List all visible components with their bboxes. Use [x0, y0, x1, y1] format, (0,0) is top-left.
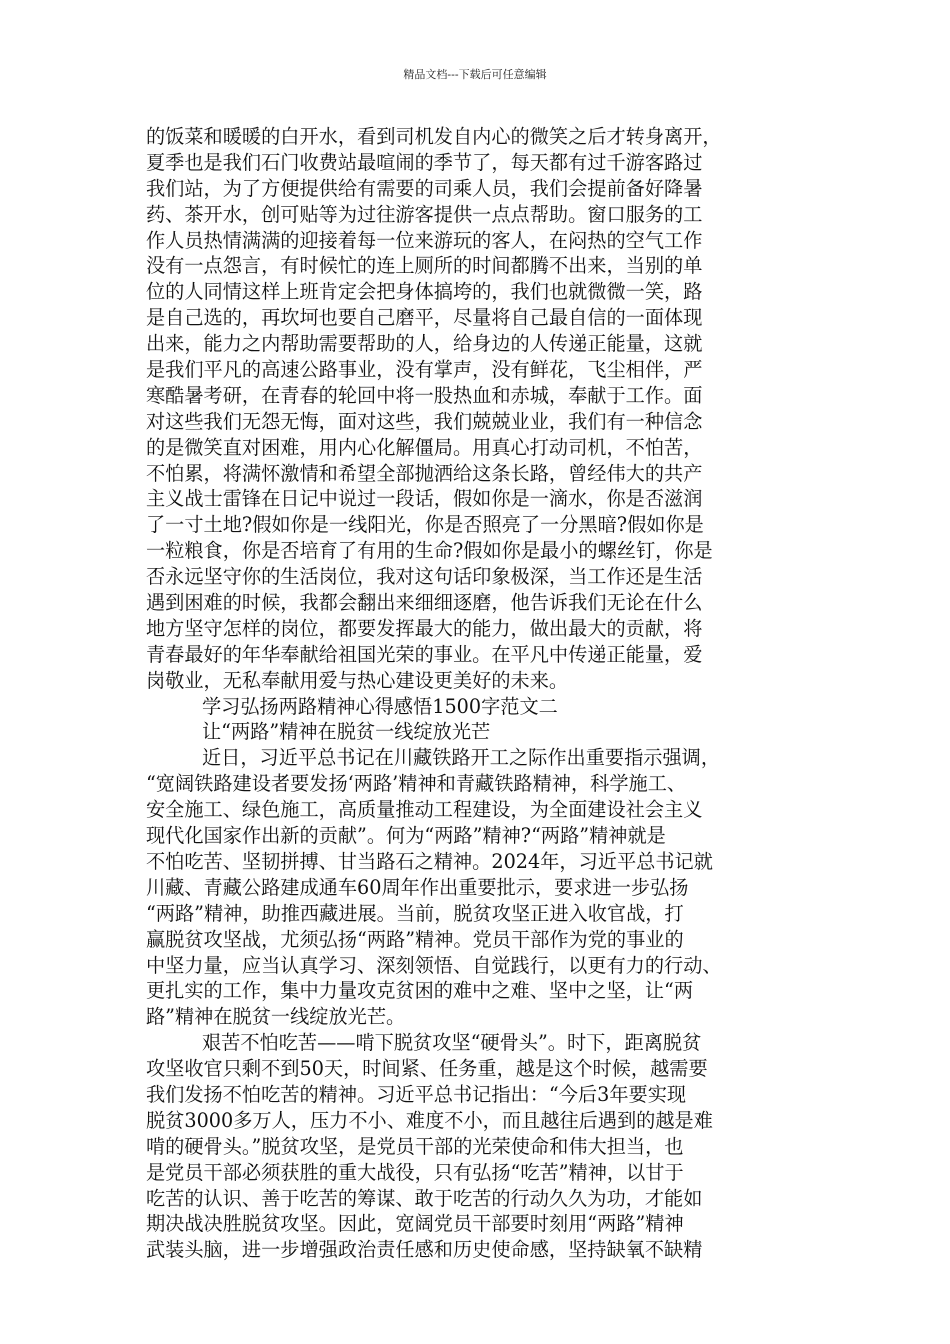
text-line: 艰苦不怕吃苦——啃下脱贫攻坚“硬骨头”。时下，距离脱贫	[202, 1031, 702, 1055]
text-line: 遇到困难的时候，我都会翻出来细细逐磨，他告诉我们无论在什么	[146, 591, 703, 615]
text-line: 是我们平凡的高速公路事业，没有掌声，没有鲜花，飞尘相伴，严	[146, 358, 703, 382]
text-line: 让“两路”精神在脱贫一线绽放光芒	[202, 720, 491, 744]
text-line: 青春最好的年华奉献给祖国光荣的事业。在平凡中传递正能量，爱	[146, 642, 703, 666]
text-line: 地方坚守怎样的岗位，都要发挥最大的能力，做出最大的贡献，将	[146, 616, 703, 640]
text-line: 了一寸土地?假如你是一线阳光，你是否照亮了一分黑暗?假如你是	[146, 513, 704, 537]
text-line: 作人员热情满满的迎接着每一位来游玩的客人，在闷热的空气工作	[146, 228, 703, 252]
text-line: 学习弘扬两路精神心得感悟1500字范文二	[202, 694, 558, 718]
text-line: 的饭菜和暖暖的白开水，看到司机发自内心的微笑之后才转身离开，	[146, 125, 722, 148]
text-line: 没有一点怨言，有时候忙的连上厕所的时间都腾不出来，当别的单	[146, 254, 703, 278]
text-line: 是自己选的，再坎坷也要自己磨平，尽量将自己最自信的一面体现	[146, 306, 703, 330]
text-line: 寒酷暑考研，在青春的轮回中将一股热血和赤城，奉献于工作。面	[146, 383, 703, 407]
text-line: 夏季也是我们石门收费站最喧闹的季节了，每天都有过千游客路过	[146, 150, 703, 174]
text-line: 更扎实的工作，集中力量攻克贫困的难中之难、坚中之坚，让“两	[146, 979, 694, 1003]
text-line: 我们站，为了方便提供给有需要的司乘人员，我们会提前备好降暑	[146, 176, 703, 200]
text-line: 路”精神在脱贫一线绽放光芒。	[146, 1005, 406, 1029]
page-header: 精品文档---下载后可任意编辑	[403, 68, 547, 81]
text-line: 期决战决胜脱贫攻坚。因此，宽阔党员干部要时刻用“两路”精神	[146, 1212, 684, 1236]
text-line: 脱贫3000多万人，压力不小、难度不小，而且越往后遇到的越是难	[146, 1108, 713, 1132]
text-line: 近日，习近平总书记在川藏铁路开工之际作出重要指示强调，	[202, 746, 721, 770]
text-line: “两路”精神，助推西藏进展。当前，脱贫攻坚正进入收官战，打	[146, 901, 684, 925]
text-line: 川藏、青藏公路建成通车60周年作出重要批示，要求进一步弘扬	[146, 875, 689, 899]
text-line: 一粒粮食，你是否培育了有用的生命?假如你是最小的螺丝钉，你是	[146, 539, 713, 563]
text-line: 现代化国家作出新的贡献”。何为“两路”精神?“两路”精神就是	[146, 824, 666, 848]
text-line: 主义战士雷锋在日记中说过一段话，假如你是一滴水，你是否滋润	[146, 487, 703, 511]
text-line: 赢脱贫攻坚战，尤须弘扬“两路”精神。党员干部作为党的事业的	[146, 927, 684, 951]
text-line: 安全施工、绿色施工，高质量推动工程建设，为全面建设社会主义	[146, 798, 703, 822]
text-line: 对这些我们无怨无悔，面对这些，我们兢兢业业，我们有一种信念	[146, 409, 703, 433]
text-line: 吃苦的认识、善于吃苦的筹谋、敢于吃苦的行动久久为功，才能如	[146, 1186, 703, 1210]
document-body	[146, 124, 826, 1263]
text-line: “宽阔铁路建设者要发扬‘两路’精神和青藏铁路精神，科学施工、	[146, 772, 687, 796]
text-line: 攻坚收官只剩不到50天，时间紧、任务重，越是这个时候，越需要	[146, 1057, 708, 1081]
text-line: 是党员干部必须获胜的重大战役，只有弘扬“吃苦”精神，以甘于	[146, 1160, 684, 1184]
text-line: 中坚力量，应当认真学习、深刻领悟、自觉践行，以更有力的行动、	[146, 953, 722, 977]
text-line: 不怕累，将满怀激情和希望全部抛洒给这条长路，曾经伟大的共产	[146, 461, 703, 485]
text-line: 位的人同情这样上班肯定会把身体搞垮的，我们也就微微一笑，路	[146, 280, 703, 304]
text-line: 啃的硬骨头。”脱贫攻坚，是党员干部的光荣使命和伟大担当，也	[146, 1134, 684, 1158]
text-line: 药、茶开水，创可贴等为过往游客提供一点点帮助。窗口服务的工	[146, 202, 703, 226]
text-line: 不怕吃苦、坚韧拼搏、甘当路石之精神。2024年，习近平总书记就	[146, 849, 713, 873]
text-line: 的是微笑直对困难，用内心化解僵局。用真心打动司机，不怕苦，	[146, 435, 703, 459]
text-line: 岗敬业，无私奉献用爱与热心建设更美好的未来。	[146, 668, 569, 692]
text-line: 出来，能力之内帮助需要帮助的人，给身边的人传递正能量，这就	[146, 332, 703, 356]
text-line: 我们发扬不怕吃苦的精神。习近平总书记指出：“今后3年要实现	[146, 1082, 687, 1106]
text-line: 否永远坚守你的生活岗位，我对这句话印象极深，当工作还是生活	[146, 565, 703, 589]
text-line: 武装头脑，进一步增强政治责任感和历史使命感，坚持缺氧不缺精	[146, 1238, 703, 1262]
